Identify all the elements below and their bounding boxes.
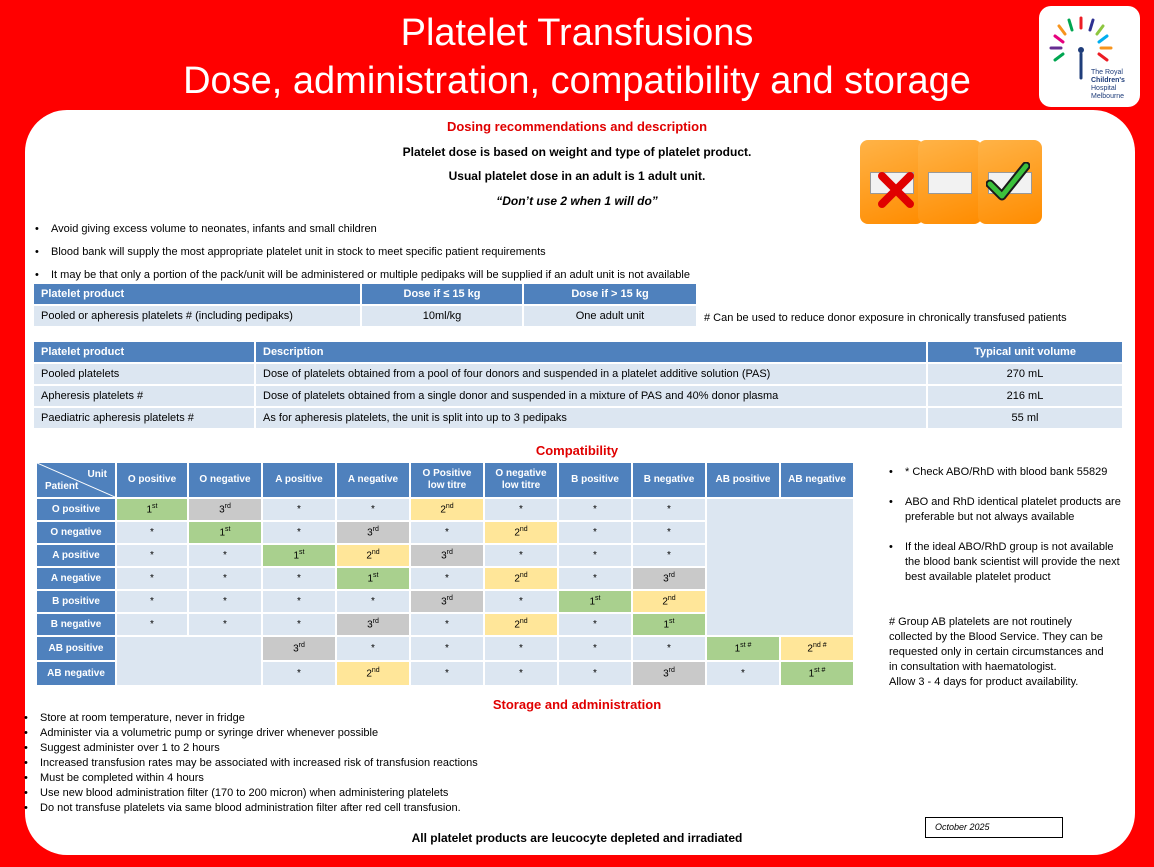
dose-table-header: Dose if > 15 kg xyxy=(524,284,696,304)
compat-row-header: B positive xyxy=(37,591,115,612)
compat-corner-unit: Unit xyxy=(87,469,107,480)
dose-table-header: Platelet product xyxy=(34,284,360,304)
compat-cell: * xyxy=(485,662,557,685)
storage-bullet: • Suggest administer over 1 to 2 hours xyxy=(22,741,478,756)
compat-cell: * xyxy=(559,662,631,685)
dosing-bullet: • Avoid giving excess volume to neonates, infants and small children xyxy=(33,218,690,241)
compat-cell: 3rd xyxy=(411,545,483,566)
group-ab-note: # Group AB platelets are not routinely collected by the Blood Service. They can be requested only in certain circumstances and in consultation with haematologist. Allow 3 - 4 days for product availability. xyxy=(889,616,1104,688)
compat-cell: * xyxy=(117,568,187,589)
compat-cell: 3rd xyxy=(263,637,335,660)
compat-row xyxy=(37,499,853,520)
compat-empty-cell xyxy=(117,637,261,685)
compat-cell: 3rd xyxy=(189,499,261,520)
compat-cell: 3rd xyxy=(337,522,409,543)
compat-row-header: AB negative xyxy=(37,662,115,685)
compat-cell: * xyxy=(633,545,705,566)
storage-heading: Storage and administration xyxy=(492,697,662,712)
compat-cell: * xyxy=(633,637,705,660)
compat-cell: * xyxy=(559,499,631,520)
desc-table-header: Description xyxy=(256,342,926,362)
compat-cell: * xyxy=(411,637,483,660)
compat-cell: * xyxy=(411,614,483,635)
compat-cell: * xyxy=(117,614,187,635)
compat-cell: * xyxy=(263,614,335,635)
dose-table xyxy=(32,282,698,328)
desc-table-cell: Dose of platelets obtained from a single donor and suspended in a mixture of PAS and 40% donor plasma xyxy=(256,386,926,406)
compat-cell: 3rd xyxy=(633,662,705,685)
compat-cell: * xyxy=(263,568,335,589)
compat-cell: * xyxy=(263,499,335,520)
desc-table-cell: 216 mL xyxy=(928,386,1122,406)
compat-row-header: B negative xyxy=(37,614,115,635)
compat-corner-patient: Patient xyxy=(45,481,79,492)
compat-row-header: O negative xyxy=(37,522,115,543)
compat-cell: * xyxy=(263,591,335,612)
compat-cell: * xyxy=(559,545,631,566)
dose-table-cell: Pooled or apheresis platelets # (including pedipaks) xyxy=(34,306,360,326)
storage-bullets xyxy=(22,711,478,816)
dosing-bullets xyxy=(33,218,690,287)
compatibility-table xyxy=(35,461,855,687)
hospital-logo xyxy=(1039,6,1140,107)
desc-table-header: Platelet product xyxy=(34,342,254,362)
dose-table-cell: 10ml/kg xyxy=(362,306,522,326)
compat-cell: 3rd xyxy=(411,591,483,612)
compat-cell: 3rd xyxy=(633,568,705,589)
compat-cell: $1^{st \#}$ xyxy=(707,637,779,660)
desc-table-cell: Apheresis platelets # xyxy=(34,386,254,406)
compat-row-header: AB positive xyxy=(37,637,115,660)
side-note: • If the ideal ABO/RhD group is not available the blood bank scientist will provide the next best available platelet product xyxy=(889,541,1120,583)
compat-cell: 2nd xyxy=(633,591,705,612)
compat-cell: * xyxy=(485,499,557,520)
desc-table-cell: 270 mL xyxy=(928,364,1122,384)
compat-column-header: O positive xyxy=(117,463,187,497)
compat-cell: * xyxy=(117,522,187,543)
compat-column-header: AB negative xyxy=(781,463,853,497)
side-note: • ABO and RhD identical platelet products are preferable but not always available xyxy=(889,496,1121,523)
dose-table-note: # Can be used to reduce donor exposure in chronically transfused patients xyxy=(704,312,1067,324)
compat-cell: * xyxy=(485,545,557,566)
compat-row xyxy=(37,637,853,660)
compat-cell: * xyxy=(263,522,335,543)
compat-cell: * xyxy=(485,591,557,612)
compat-column-header: O negative low titre xyxy=(485,463,557,497)
compat-column-header: B negative xyxy=(633,463,705,497)
compat-cell: * xyxy=(337,637,409,660)
compat-row-header: A positive xyxy=(37,545,115,566)
compat-cell: 2nd xyxy=(337,662,409,685)
date-box: October 2025 xyxy=(925,817,1063,838)
compat-cell: 2nd xyxy=(411,499,483,520)
dosing-heading: Dosing recommendations and description xyxy=(446,119,708,134)
storage-bullet: • Must be completed within 4 hours xyxy=(22,771,478,786)
compat-cell: 2nd xyxy=(485,614,557,635)
compat-cell: * xyxy=(559,614,631,635)
desc-table-header: Typical unit volume xyxy=(928,342,1122,362)
storage-bullet: • Store at room temperature, never in fridge xyxy=(22,711,478,726)
compat-cell: 1st xyxy=(559,591,631,612)
compat-cell: $1^{st \#}$ xyxy=(781,662,853,685)
compat-cell: * xyxy=(189,545,261,566)
platelet-bag-image-right xyxy=(978,140,1042,224)
dosing-bullet: • It may be that only a portion of the pack/unit will be administered or multiple pedipaks will be supplied if an adult unit is not available xyxy=(33,264,690,287)
dosing-bullet: • Blood bank will supply the most appropriate platelet unit in stock to meet specific patient requirements xyxy=(33,241,690,264)
compat-column-header: O Positive low titre xyxy=(411,463,483,497)
dosing-line-1: Platelet dose is based on weight and type of platelet product. xyxy=(402,145,752,159)
logo-text: The Royal Children's Hospital Melbourne xyxy=(1091,69,1125,100)
compat-cell: 2nd xyxy=(337,545,409,566)
compat-corner-cell xyxy=(37,463,115,497)
desc-table-cell: Pooled platelets xyxy=(34,364,254,384)
desc-table-cell: As for apheresis platelets, the unit is split into up to 3 pedipaks xyxy=(256,408,926,428)
dosing-line-2: Usual platelet dose in an adult is 1 adult unit. xyxy=(448,169,706,183)
footer-note: All platelet products are leucocyte depleted and irradiated xyxy=(411,831,743,845)
compat-cell: 2nd xyxy=(485,568,557,589)
compat-cell: * xyxy=(559,568,631,589)
compat-cell: * xyxy=(485,637,557,660)
platelet-bag-image-wrong-2 xyxy=(918,140,982,224)
compat-row-header: O positive xyxy=(37,499,115,520)
desc-table-cell: Paediatric apheresis platelets # xyxy=(34,408,254,428)
desc-table-cell: 55 ml xyxy=(928,408,1122,428)
desc-table-cell: Dose of platelets obtained from a pool of four donors and suspended in a platelet additive solution (PAS) xyxy=(256,364,926,384)
green-tick-icon xyxy=(986,162,1030,202)
compat-side-notes xyxy=(889,465,1129,690)
compat-cell: * xyxy=(189,568,261,589)
compat-empty-cell xyxy=(707,499,853,635)
compatibility-heading: Compatibility xyxy=(535,443,619,458)
compat-cell: * xyxy=(633,522,705,543)
dose-table-cell: One adult unit xyxy=(524,306,696,326)
compat-cell: * xyxy=(189,614,261,635)
compat-cell: 1st xyxy=(337,568,409,589)
compat-cell: * xyxy=(117,591,187,612)
side-note: • * Check ABO/RhD with blood bank 55829 xyxy=(889,466,1108,478)
compat-cell: * xyxy=(189,591,261,612)
compat-column-header: A negative xyxy=(337,463,409,497)
compat-cell: * xyxy=(117,545,187,566)
compat-cell: * xyxy=(707,662,779,685)
compat-cell: 1st xyxy=(117,499,187,520)
page-subtitle: Dose, administration, compatibility and storage xyxy=(183,60,971,102)
compat-cell: * xyxy=(337,591,409,612)
compat-cell: 3rd xyxy=(337,614,409,635)
storage-bullet: • Use new blood administration filter (170 to 200 micron) when administering platelets xyxy=(22,786,478,801)
description-table xyxy=(32,340,1124,430)
dose-table-header: Dose if ≤ 15 kg xyxy=(362,284,522,304)
compat-cell: * xyxy=(411,522,483,543)
red-cross-icon xyxy=(876,170,916,210)
compat-column-header: B positive xyxy=(559,463,631,497)
compat-cell: * xyxy=(633,499,705,520)
compat-row-header: A negative xyxy=(37,568,115,589)
compat-cell: * xyxy=(411,662,483,685)
dosing-quote: “Don’t use 2 when 1 will do” xyxy=(496,194,658,208)
compat-cell: * xyxy=(263,662,335,685)
compat-column-header: AB positive xyxy=(707,463,779,497)
compat-column-header: A positive xyxy=(263,463,335,497)
compat-cell: 2nd xyxy=(485,522,557,543)
compat-cell: * xyxy=(559,637,631,660)
compat-cell: * xyxy=(337,499,409,520)
compat-cell: 1st xyxy=(189,522,261,543)
storage-bullet: • Do not transfuse platelets via same blood administration filter after red cell transfusion. xyxy=(22,801,478,816)
page-title: Platelet Transfusions xyxy=(400,12,754,54)
compat-cell: $2^{nd \#}$ xyxy=(781,637,853,660)
storage-bullet: • Increased transfusion rates may be associated with increased risk of transfusion reactions xyxy=(22,756,478,771)
compat-column-header: O negative xyxy=(189,463,261,497)
compat-cell: 1st xyxy=(263,545,335,566)
compat-cell: * xyxy=(559,522,631,543)
compat-cell: 1st xyxy=(633,614,705,635)
storage-bullet: • Administer via a volumetric pump or syringe driver whenever possible xyxy=(22,726,478,741)
compat-cell: * xyxy=(411,568,483,589)
